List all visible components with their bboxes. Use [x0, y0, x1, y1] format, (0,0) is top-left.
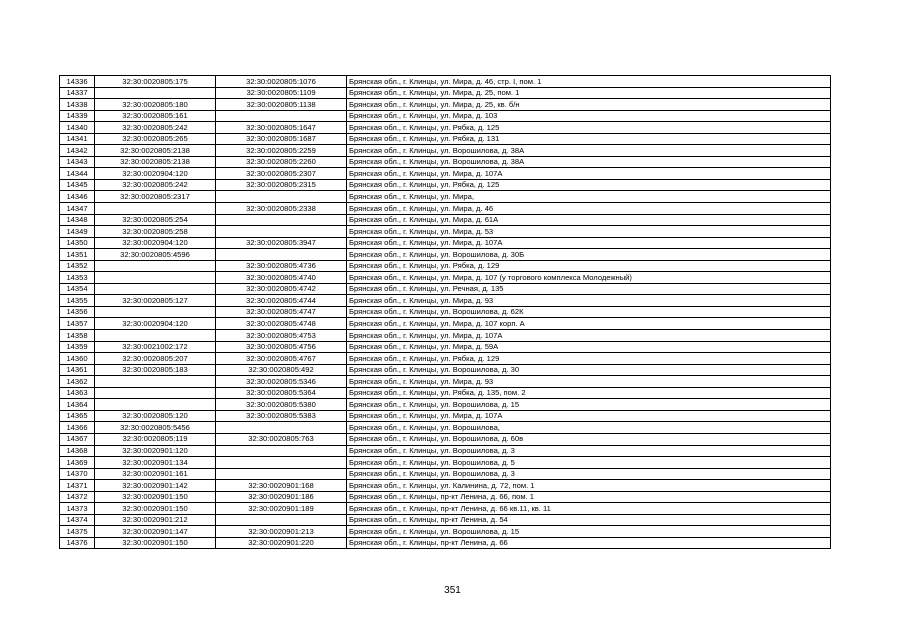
table-row	[60, 226, 831, 238]
object-cadastral-number-cell: 32:30:0020901:220	[216, 537, 347, 549]
parcel-cadastral-number-cell: 32:30:0020805:175	[95, 76, 216, 88]
row-number-cell: 14346	[60, 191, 95, 203]
object-cadastral-number-cell: 32:30:0020805:2338	[216, 203, 347, 215]
parcel-cadastral-number-cell: 32:30:0020901:150	[95, 491, 216, 503]
table-row	[60, 491, 831, 503]
row-number-cell: 14370	[60, 468, 95, 480]
address-cell: Брянская обл., г. Клинцы, ул. Рябка, д. 131	[347, 133, 831, 145]
row-number-cell: 14365	[60, 410, 95, 422]
table-row	[60, 306, 831, 318]
address-cell: Брянская обл., г. Клинцы, ул. Рябка, д. 129	[347, 260, 831, 272]
object-cadastral-number-cell	[216, 445, 347, 457]
parcel-cadastral-number-cell	[95, 387, 216, 399]
row-number-cell: 14363	[60, 387, 95, 399]
row-number-cell: 14355	[60, 295, 95, 307]
address-cell: Брянская обл., г. Клинцы, ул. Мира, д. 107А	[347, 168, 831, 180]
object-cadastral-number-cell: 32:30:0020805:4736	[216, 260, 347, 272]
row-number-cell: 14353	[60, 272, 95, 284]
object-cadastral-number-cell	[216, 468, 347, 480]
table-row	[60, 145, 831, 157]
address-cell: Брянская обл., г. Клинцы, ул. Мира, д. 107А	[347, 410, 831, 422]
table-row	[60, 283, 831, 295]
parcel-cadastral-number-cell	[95, 203, 216, 215]
address-cell: Брянская обл., г. Клинцы, ул. Ворошилова, д. 5	[347, 457, 831, 469]
parcel-cadastral-number-cell: 32:30:0020805:2317	[95, 191, 216, 203]
address-cell: Брянская обл., г. Клинцы, ул. Ворошилова, д. 62К	[347, 306, 831, 318]
row-number-cell: 14358	[60, 330, 95, 342]
object-cadastral-number-cell: 32:30:0020805:2315	[216, 179, 347, 191]
address-cell: Брянская обл., г. Клинцы, ул. Ворошилова, д. 38А	[347, 145, 831, 157]
parcel-cadastral-number-cell	[95, 283, 216, 295]
parcel-cadastral-number-cell: 32:30:0020904:120	[95, 237, 216, 249]
table-row	[60, 179, 831, 191]
object-cadastral-number-cell: 32:30:0020901:189	[216, 503, 347, 515]
table-row	[60, 399, 831, 411]
address-cell: Брянская обл., г. Клинцы, ул. Рябка, д. 125	[347, 179, 831, 191]
object-cadastral-number-cell: 32:30:0020805:4753	[216, 330, 347, 342]
address-cell: Брянская обл., г. Клинцы, ул. Ворошилова,	[347, 422, 831, 434]
table-row	[60, 87, 831, 99]
object-cadastral-number-cell: 32:30:0020805:1109	[216, 87, 347, 99]
parcel-cadastral-number-cell	[95, 260, 216, 272]
object-cadastral-number-cell	[216, 191, 347, 203]
address-cell: Брянская обл., г. Клинцы, ул. Рябка, д. 125	[347, 122, 831, 134]
object-cadastral-number-cell: 32:30:0020805:4740	[216, 272, 347, 284]
address-cell: Брянская обл., г. Клинцы, ул. Мира, д. 25, кв. б/н	[347, 99, 831, 111]
row-number-cell: 14344	[60, 168, 95, 180]
address-cell: Брянская обл., г. Клинцы, пр-кт Ленина, д. 66, пом. 1	[347, 491, 831, 503]
address-cell: Брянская обл., г. Клинцы, ул. Ворошилова, д. 15	[347, 399, 831, 411]
row-number-cell: 14372	[60, 491, 95, 503]
parcel-cadastral-number-cell: 32:30:0020805:119	[95, 433, 216, 445]
table-row	[60, 237, 831, 249]
table-row	[60, 468, 831, 480]
parcel-cadastral-number-cell: 32:30:0020904:120	[95, 318, 216, 330]
parcel-cadastral-number-cell: 32:30:0020805:207	[95, 353, 216, 365]
object-cadastral-number-cell: 32:30:0020805:1076	[216, 76, 347, 88]
row-number-cell: 14336	[60, 76, 95, 88]
row-number-cell: 14340	[60, 122, 95, 134]
object-cadastral-number-cell: 32:30:0020805:4756	[216, 341, 347, 353]
table-row	[60, 122, 831, 134]
table-row	[60, 514, 831, 526]
table-row	[60, 99, 831, 111]
parcel-cadastral-number-cell: 32:30:0020901:120	[95, 445, 216, 457]
table-row	[60, 353, 831, 365]
table-row	[60, 422, 831, 434]
row-number-cell: 14361	[60, 364, 95, 376]
row-number-cell: 14368	[60, 445, 95, 457]
row-number-cell: 14349	[60, 226, 95, 238]
parcel-cadastral-number-cell: 32:30:0020805:254	[95, 214, 216, 226]
parcel-cadastral-number-cell: 32:30:0020805:183	[95, 364, 216, 376]
address-cell: Брянская обл., г. Клинцы, ул. Мира, д. 103	[347, 110, 831, 122]
address-cell: Брянская обл., г. Клинцы, ул. Ворошилова, д. 30Б	[347, 249, 831, 261]
address-cell: Брянская обл., г. Клинцы, ул. Мира, д. 93	[347, 376, 831, 388]
table-row	[60, 410, 831, 422]
object-cadastral-number-cell: 32:30:0020901:168	[216, 480, 347, 492]
address-cell: Брянская обл., г. Клинцы, ул. Ворошилова, д. 60в	[347, 433, 831, 445]
address-cell: Брянская обл., г. Клинцы, ул. Мира, д. 61А	[347, 214, 831, 226]
address-cell: Брянская обл., г. Клинцы, пр-кт Ленина, д. 66	[347, 537, 831, 549]
table-row	[60, 76, 831, 88]
parcel-cadastral-number-cell: 32:30:0020901:150	[95, 537, 216, 549]
row-number-cell: 14376	[60, 537, 95, 549]
parcel-cadastral-number-cell: 32:30:0021002:172	[95, 341, 216, 353]
address-cell: Брянская обл., г. Клинцы, ул. Мира, д. 53	[347, 226, 831, 238]
address-cell: Брянская обл., г. Клинцы, ул. Ворошилова, д. 38А	[347, 156, 831, 168]
row-number-cell: 14359	[60, 341, 95, 353]
row-number-cell: 14362	[60, 376, 95, 388]
row-number-cell: 14366	[60, 422, 95, 434]
object-cadastral-number-cell	[216, 214, 347, 226]
row-number-cell: 14375	[60, 526, 95, 538]
address-cell: Брянская обл., г. Клинцы, ул. Мира, д. 107А	[347, 330, 831, 342]
object-cadastral-number-cell: 32:30:0020805:4742	[216, 283, 347, 295]
table-row	[60, 249, 831, 261]
row-number-cell: 14374	[60, 514, 95, 526]
address-cell: Брянская обл., г. Клинцы, ул. Речная, д. 135	[347, 283, 831, 295]
row-number-cell: 14347	[60, 203, 95, 215]
table-row	[60, 537, 831, 549]
row-number-cell: 14371	[60, 480, 95, 492]
parcel-cadastral-number-cell: 32:30:0020805:265	[95, 133, 216, 145]
parcel-cadastral-number-cell: 32:30:0020805:242	[95, 122, 216, 134]
object-cadastral-number-cell: 32:30:0020901:186	[216, 491, 347, 503]
parcel-cadastral-number-cell: 32:30:0020805:2138	[95, 156, 216, 168]
parcel-cadastral-number-cell	[95, 376, 216, 388]
address-cell: Брянская обл., г. Клинцы, пр-кт Ленина, д. 54	[347, 514, 831, 526]
address-cell: Брянская обл., г. Клинцы, ул. Мира, д. 46, стр. I, пом. 1	[347, 76, 831, 88]
register-table	[59, 75, 831, 549]
row-number-cell: 14343	[60, 156, 95, 168]
object-cadastral-number-cell: 32:30:0020805:4748	[216, 318, 347, 330]
table-row	[60, 503, 831, 515]
table-row	[60, 260, 831, 272]
row-number-cell: 14369	[60, 457, 95, 469]
parcel-cadastral-number-cell: 32:30:0020805:120	[95, 410, 216, 422]
table-row	[60, 295, 831, 307]
address-cell: Брянская обл., г. Клинцы, ул. Мира, д. 107А	[347, 237, 831, 249]
parcel-cadastral-number-cell: 32:30:0020805:127	[95, 295, 216, 307]
address-cell: Брянская обл., г. Клинцы, ул. Мира, д. 107 корп. А	[347, 318, 831, 330]
address-cell: Брянская обл., г. Клинцы, ул. Мира,	[347, 191, 831, 203]
parcel-cadastral-number-cell: 32:30:0020901:212	[95, 514, 216, 526]
address-cell: Брянская обл., г. Клинцы, ул. Мира, д. 59А	[347, 341, 831, 353]
row-number-cell: 14352	[60, 260, 95, 272]
row-number-cell: 14360	[60, 353, 95, 365]
parcel-cadastral-number-cell	[95, 399, 216, 411]
table-row	[60, 457, 831, 469]
table-row	[60, 168, 831, 180]
page-number: 351	[444, 585, 461, 596]
object-cadastral-number-cell: 32:30:0020805:4744	[216, 295, 347, 307]
table-row	[60, 110, 831, 122]
table-row	[60, 133, 831, 145]
object-cadastral-number-cell	[216, 514, 347, 526]
table-row	[60, 364, 831, 376]
object-cadastral-number-cell	[216, 249, 347, 261]
address-cell: Брянская обл., г. Клинцы, ул. Ворошилова, д. 15	[347, 526, 831, 538]
object-cadastral-number-cell: 32:30:0020805:1687	[216, 133, 347, 145]
table-row	[60, 156, 831, 168]
row-number-cell: 14364	[60, 399, 95, 411]
object-cadastral-number-cell: 32:30:0020805:2259	[216, 145, 347, 157]
table-row	[60, 341, 831, 353]
object-cadastral-number-cell	[216, 422, 347, 434]
table-row	[60, 272, 831, 284]
row-number-cell: 14341	[60, 133, 95, 145]
table-row	[60, 445, 831, 457]
address-cell: Брянская обл., г. Клинцы, ул. Ворошилова, д. 3	[347, 445, 831, 457]
parcel-cadastral-number-cell	[95, 87, 216, 99]
row-number-cell: 14356	[60, 306, 95, 318]
table-row	[60, 214, 831, 226]
table-row	[60, 433, 831, 445]
object-cadastral-number-cell: 32:30:0020805:763	[216, 433, 347, 445]
address-cell: Брянская обл., г. Клинцы, ул. Мира, д. 107 (у торгового комплекса Молодежный)	[347, 272, 831, 284]
table-row	[60, 526, 831, 538]
row-number-cell: 14351	[60, 249, 95, 261]
object-cadastral-number-cell: 32:30:0020805:492	[216, 364, 347, 376]
object-cadastral-number-cell: 32:30:0020805:4767	[216, 353, 347, 365]
parcel-cadastral-number-cell: 32:30:0020805:258	[95, 226, 216, 238]
parcel-cadastral-number-cell: 32:30:0020805:242	[95, 179, 216, 191]
parcel-cadastral-number-cell: 32:30:0020805:4596	[95, 249, 216, 261]
parcel-cadastral-number-cell: 32:30:0020901:147	[95, 526, 216, 538]
address-cell: Брянская обл., г. Клинцы, пр-кт Ленина, д. 66 кв.11, кв. 11	[347, 503, 831, 515]
object-cadastral-number-cell: 32:30:0020805:5383	[216, 410, 347, 422]
address-cell: Брянская обл., г. Клинцы, ул. Ворошилова, д. 30	[347, 364, 831, 376]
address-cell: Брянская обл., г. Клинцы, ул. Ворошилова, д. 3	[347, 468, 831, 480]
parcel-cadastral-number-cell	[95, 330, 216, 342]
parcel-cadastral-number-cell: 32:30:0020805:161	[95, 110, 216, 122]
object-cadastral-number-cell: 32:30:0020805:1647	[216, 122, 347, 134]
object-cadastral-number-cell: 32:30:0020901:213	[216, 526, 347, 538]
parcel-cadastral-number-cell	[95, 306, 216, 318]
row-number-cell: 14354	[60, 283, 95, 295]
parcel-cadastral-number-cell: 32:30:0020901:150	[95, 503, 216, 515]
table-row	[60, 203, 831, 215]
row-number-cell: 14338	[60, 99, 95, 111]
address-cell: Брянская обл., г. Клинцы, ул. Рябка, д. 135, пом. 2	[347, 387, 831, 399]
address-cell: Брянская обл., г. Клинцы, ул. Мира, д. 25, пом. 1	[347, 87, 831, 99]
object-cadastral-number-cell: 32:30:0020805:1138	[216, 99, 347, 111]
table-row	[60, 387, 831, 399]
parcel-cadastral-number-cell: 32:30:0020805:2138	[95, 145, 216, 157]
row-number-cell: 14339	[60, 110, 95, 122]
parcel-cadastral-number-cell	[95, 272, 216, 284]
row-number-cell: 14337	[60, 87, 95, 99]
table-row	[60, 376, 831, 388]
object-cadastral-number-cell: 32:30:0020805:5346	[216, 376, 347, 388]
parcel-cadastral-number-cell: 32:30:0020805:180	[95, 99, 216, 111]
object-cadastral-number-cell: 32:30:0020805:2307	[216, 168, 347, 180]
table-row	[60, 191, 831, 203]
address-cell: Брянская обл., г. Клинцы, ул. Калинина, д. 72, пом. 1	[347, 480, 831, 492]
row-number-cell: 14373	[60, 503, 95, 515]
object-cadastral-number-cell: 32:30:0020805:5380	[216, 399, 347, 411]
parcel-cadastral-number-cell: 32:30:0020904:120	[95, 168, 216, 180]
table-row	[60, 318, 831, 330]
address-cell: Брянская обл., г. Клинцы, ул. Мира, д. 46	[347, 203, 831, 215]
row-number-cell: 14367	[60, 433, 95, 445]
object-cadastral-number-cell: 32:30:0020805:5364	[216, 387, 347, 399]
table-row	[60, 330, 831, 342]
row-number-cell: 14350	[60, 237, 95, 249]
parcel-cadastral-number-cell: 32:30:0020901:134	[95, 457, 216, 469]
object-cadastral-number-cell	[216, 110, 347, 122]
row-number-cell: 14345	[60, 179, 95, 191]
object-cadastral-number-cell: 32:30:0020805:2260	[216, 156, 347, 168]
parcel-cadastral-number-cell: 32:30:0020901:142	[95, 480, 216, 492]
object-cadastral-number-cell: 32:30:0020805:3947	[216, 237, 347, 249]
row-number-cell: 14357	[60, 318, 95, 330]
address-cell: Брянская обл., г. Клинцы, ул. Мира, д. 93	[347, 295, 831, 307]
object-cadastral-number-cell	[216, 226, 347, 238]
object-cadastral-number-cell: 32:30:0020805:4747	[216, 306, 347, 318]
register-table-body	[60, 76, 831, 549]
parcel-cadastral-number-cell: 32:30:0020901:161	[95, 468, 216, 480]
address-cell: Брянская обл., г. Клинцы, ул. Рябка, д. 129	[347, 353, 831, 365]
row-number-cell: 14348	[60, 214, 95, 226]
row-number-cell: 14342	[60, 145, 95, 157]
object-cadastral-number-cell	[216, 457, 347, 469]
parcel-cadastral-number-cell: 32:30:0020805:5456	[95, 422, 216, 434]
table-row	[60, 480, 831, 492]
